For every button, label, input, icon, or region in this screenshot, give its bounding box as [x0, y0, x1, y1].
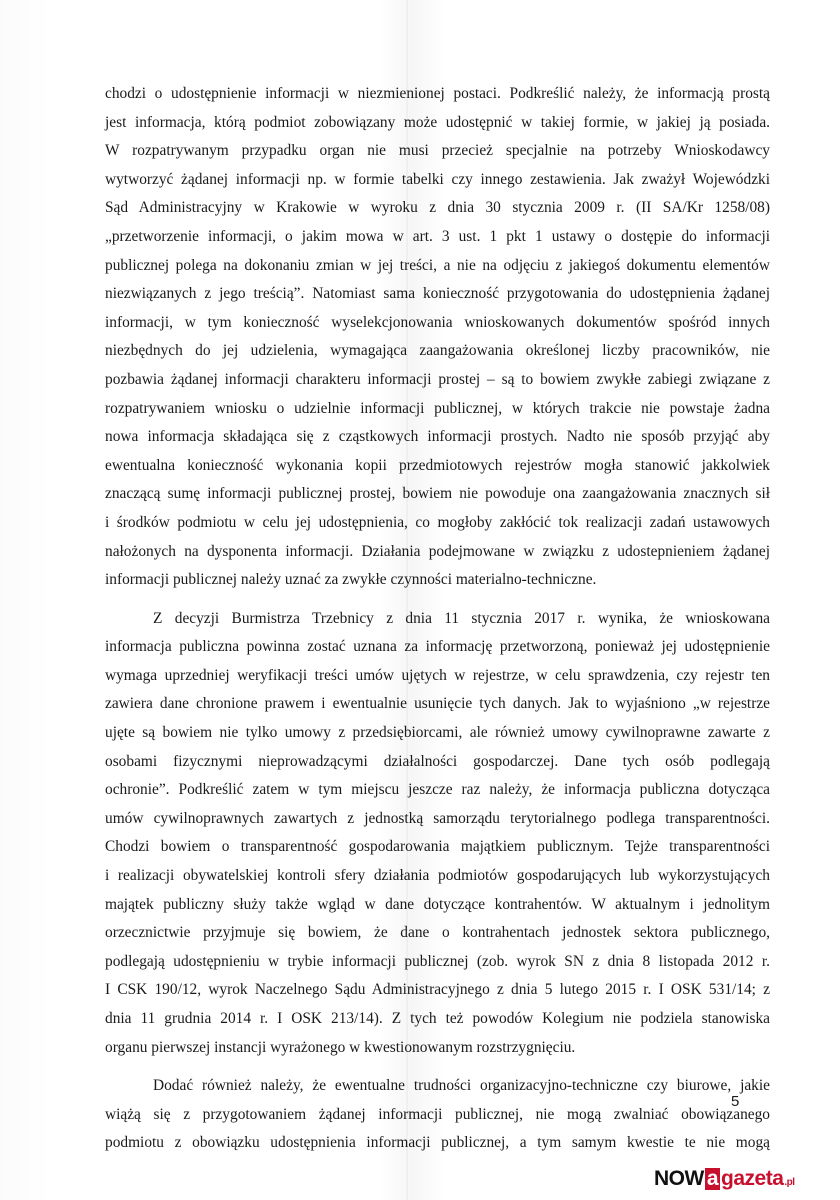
text-line: ewentualna konieczność wykonania kopii przedmiotowych rejestrów mogła stanowić jakkolwiek: [105, 456, 770, 474]
text-line: niezwiązanych z jego treścią”. Natomiast sama konieczność przygotowania do udostępnienia żądanej: [105, 285, 770, 303]
text-line: chodzi o udostępnienie informacji w niezmienionej postaci. Podkreślić należy, że informacją prostą: [105, 85, 770, 102]
text-line: „przetworzenie informacji, o jakim mowa w art. 3 ust. 1 pkt 1 ustawy o dostępie do informacji: [105, 227, 770, 245]
text-line: wytworzyć żądanej informacji np. w formie tabelki czy innego zestawienia. Jak zważył Wojewódzki: [105, 170, 770, 188]
text-line: informacji, w tym konieczność wyselekcjonowania wnioskowanych dokumentów spośród innych: [105, 313, 770, 331]
text-line: dnia 11 grudnia 2014 r. I OSK 213/14). Z tych też powodów Kolegium nie podziela stanowiska: [105, 1010, 770, 1027]
text-line: umów cywilnoprawnych zawartych z jednostką samorządu terytorialnego podlega transparentności.: [105, 809, 770, 827]
text-line: informacji publicznej należy uznać za zwykłe czynności materialno-techniczne.: [105, 571, 597, 589]
text-line: niezbędnych do jej udzielenia, wymagająca zaangażowania określonej liczby pracowników, nie: [105, 342, 770, 360]
text-line: ochronie”. Podkreślić zatem w tym miejscu jeszcze raz należy, że informacja publiczna dotycząca: [105, 781, 770, 799]
logo-tld: .pl: [784, 1177, 795, 1188]
paragraph: [105, 80, 770, 595]
text-line: wymaga uprzedniej weryfikacji treści umów ujętych w rejestrze, w celu sprawdzenia, czy rejestr ten: [105, 666, 770, 684]
text-line: podlegają udostępnieniu w trybie informacji publicznej (zob. wyrok SN z dnia 8 listopada 2012 r.: [105, 952, 770, 970]
text-line: Sąd Administracyjny w Krakowie w wyroku z dnia 30 stycznia 2009 r. (II SA/Kr 1258/08): [105, 199, 770, 217]
text-line: jest informacja, którą podmiot zobowiązany może udostępnić w takiej formie, w jakiej ją posiada.: [105, 113, 770, 131]
text-line: osobami fizycznymi nieprowadzącymi działalności gospodarczej. Dane tych osób podlegają: [105, 752, 770, 770]
text-line: rozpatrywaniem wniosku o udzielnie informacji publicznej, w których trakcie nie powstaje żadna: [105, 399, 770, 417]
text-line: Z decyzji Burmistrza Trzebnicy z dnia 11 stycznia 2017 r. wynika, że wnioskowana: [153, 609, 770, 627]
logo-now: NOW: [654, 1167, 704, 1190]
text-line: wiążą się z przygotowaniem żądanej informacji publicznej, nie mogą zwalniać obowiązanego: [105, 1105, 770, 1123]
text-line: zawiera dane chronione prawem i ewentualnie usunięcie tych danych. Jak to wyjaśniono „w rejestrze: [105, 695, 770, 713]
text-line: podmiotu z obowiązku udostępnienia informacji publicznej, a tym samym kwestie te nie mogą: [105, 1134, 770, 1152]
document-body: [105, 80, 770, 1158]
text-line: Chodzi bowiem o transparentność gospodarowania majątkiem publicznym. Tejże transparentności: [105, 838, 770, 856]
nowagazeta-logo: [654, 1167, 795, 1191]
text-line: Dodać również należy, że ewentualne trudności organizacyjno-techniczne czy biurowe, jakie: [153, 1077, 770, 1095]
paragraph: [105, 1072, 770, 1158]
text-line: organu pierwszej instancji wyrażonego w kwestionowanym rozstrzygnięciu.: [105, 1038, 576, 1056]
text-line: i realizacji obywatelskiej kontroli sfery działania podmiotów gospodarujących lub wykorzystujących: [105, 867, 770, 885]
logo-gazeta: gazeta: [721, 1167, 784, 1190]
text-line: majątek publiczny służy także wgląd w dane dotyczące kontrahentów. W aktualnym i jednolitym: [105, 895, 770, 913]
text-line: nałożonych na dysponenta informacji. Działania podejmowane w związku z udostepnieniem żądanej: [105, 542, 770, 560]
text-line: pozbawia żądanej informacji charakteru informacji prostej – są to bowiem zwykłe zabiegi związane z: [105, 370, 770, 388]
text-line: nowa informacja składająca się z cząstkowych informacji prostych. Nadto nie sposób przyjąć aby: [105, 428, 770, 446]
text-line: informacja publiczna powinna zostać uznana za informację przetworzoną, ponieważ jej udostępnienie: [105, 638, 770, 656]
text-line: znaczącą sumę informacji publicznej prostej, bowiem nie powoduje ona zaangażowania znacznych sił: [105, 485, 770, 503]
text-line: orzecznictwie przyjmuje się bowiem, że dane o kontrahentach jednostek sektora publicznego,: [105, 924, 770, 942]
text-line: W rozpatrywanym przypadku organ nie musi przecież specjalnie na potrzeby Wnioskodawcy: [105, 142, 770, 160]
paragraph: [105, 605, 770, 1063]
text-line: i środków podmiotu w celu jej udostępnienia, co mogłoby zakłócić tok realizacji zadań ustawowych: [105, 513, 770, 531]
logo-a: a: [706, 1167, 719, 1190]
text-line: publicznej polega na dokonaniu zmian w jej treści, a nie na odjęciu z jakiegoś dokumentu elementów: [105, 256, 770, 274]
text-line: ujęte są bowiem nie tylko umowy z przedsiębiorcami, ale również umowy cywilnoprawne zawarte z: [105, 724, 770, 742]
text-line: I CSK 190/12, wyrok Naczelnego Sądu Administracyjnego z dnia 5 lutego 2015 r. I OSK 531/14; z: [105, 981, 770, 999]
page-number: 5: [731, 1093, 740, 1110]
